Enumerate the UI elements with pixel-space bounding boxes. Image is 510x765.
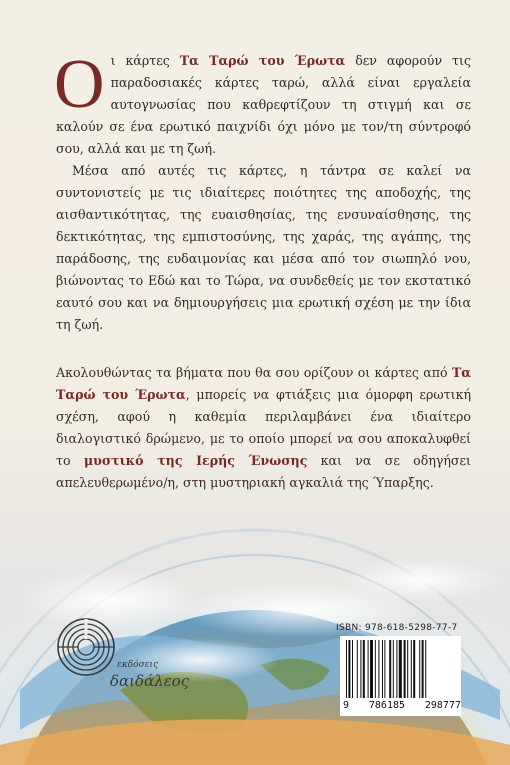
- barcode-bar: [368, 640, 369, 698]
- drop-cap: Ο: [54, 46, 105, 123]
- barcode-bar: [422, 640, 424, 698]
- labyrinth-logo-icon: [56, 617, 116, 677]
- barcode-digit-group-2: 298777: [424, 700, 461, 711]
- barcode-bar: [363, 640, 365, 698]
- barcode-bar: [370, 640, 373, 698]
- emphasis-phrase: μυστικό της Ιερής Ένωσης: [83, 453, 308, 468]
- intro-body: δεν αφορούν τις παραδοσιακές κάρτες ταρώ, αλλά είναι εργαλεία αυτογνωσίας που καθρεφτίζουν τη στιγμή και σε καλούν σε ένα ερωτικό παιχνίδι όχι μόνο με τον/τη σύντροφό σου, αλλά και με τη ζωή.: [56, 53, 471, 156]
- barcode-bar: [411, 640, 412, 698]
- barcode-bar: [378, 640, 379, 698]
- barcode-bar: [348, 640, 350, 698]
- barcode-bar: [413, 640, 415, 698]
- barcode-bar: [399, 640, 402, 698]
- p2-part2: , μπορείς να φτιάξεις μια όμορφη ερωτική σχέση, αφού η καθεμία περιλαμβάνει ένα ιδιαίτερο διαλογιστικό δρώμενο, με το οποίο μπορεί να σου αποκαλυφθεί το: [56, 387, 472, 468]
- barcode-bar: [393, 640, 394, 698]
- barcode-bar: [360, 640, 361, 698]
- barcode-digits: [343, 700, 461, 711]
- barcode-digit-lead: 9: [343, 700, 350, 711]
- barcode-bar: [375, 640, 376, 698]
- book-title-inline: Τα Ταρώ του Έρωτα: [179, 53, 346, 68]
- barcode-bar: [425, 640, 426, 698]
- barcode-bar: [352, 640, 353, 698]
- publisher-name: δαιδάλεος: [110, 672, 190, 690]
- intro-text: [54, 46, 471, 160]
- barcode-bar: [396, 640, 397, 698]
- second-paragraph: Μέσα από αυτές τις κάρτες, η τάντρα σε καλεί να συντονιστείς με τις ιδιαίτερες ποιότητες της αποδοχής, της αισθαντικότητας, της ευαισθησίας, της ενσυναίσθησης, της δεκτικότητας, της εμπιστοσύνης, της χαράς, της αγάπης, της παράδοσης, της ευδαιμονίας και μέσα από τον σιωπηλό νου, βιώνοντας το Εδώ και το Τώρα, να συνδεθείς με τον εκστατικό εαυτό σου και να δημιουργήσεις μια ερωτική σχέση με την ίδια τη ζωή.: [56, 163, 471, 332]
- barcode-bar: [357, 640, 358, 698]
- barcode-bar: [404, 640, 406, 698]
- barcode-bar: [419, 640, 420, 698]
- barcode-bar: [382, 640, 383, 698]
- barcode-bar: [389, 640, 391, 698]
- barcode-bar: [384, 640, 385, 698]
- barcode-digit-group-1: 786185: [368, 700, 406, 711]
- paragraph-2-text: [56, 362, 471, 494]
- cloud: [340, 558, 500, 602]
- description-paragraph-2: [56, 362, 471, 494]
- isbn-label: ISBN: 978-618-5298-77-7: [336, 623, 458, 633]
- p2-part3: και να σε οδηγήσει απελευθερωμένο/η, στη μυστηριακή αγκαλιά της Ύπαρξης.: [56, 453, 471, 490]
- intro-prefix: ι κάρτες: [110, 53, 180, 68]
- book-title-inline: Τα Ταρώ του Έρωτα: [56, 365, 471, 402]
- barcode-bar: [346, 640, 347, 698]
- p2-part1: Ακολουθώντας τα βήματα που θα σου ορίζουν οι κάρτες από: [56, 365, 452, 380]
- publisher-prefix: εκδόσεις: [117, 660, 159, 670]
- description-paragraph-1: [54, 46, 471, 336]
- barcode-bar: [407, 640, 408, 698]
